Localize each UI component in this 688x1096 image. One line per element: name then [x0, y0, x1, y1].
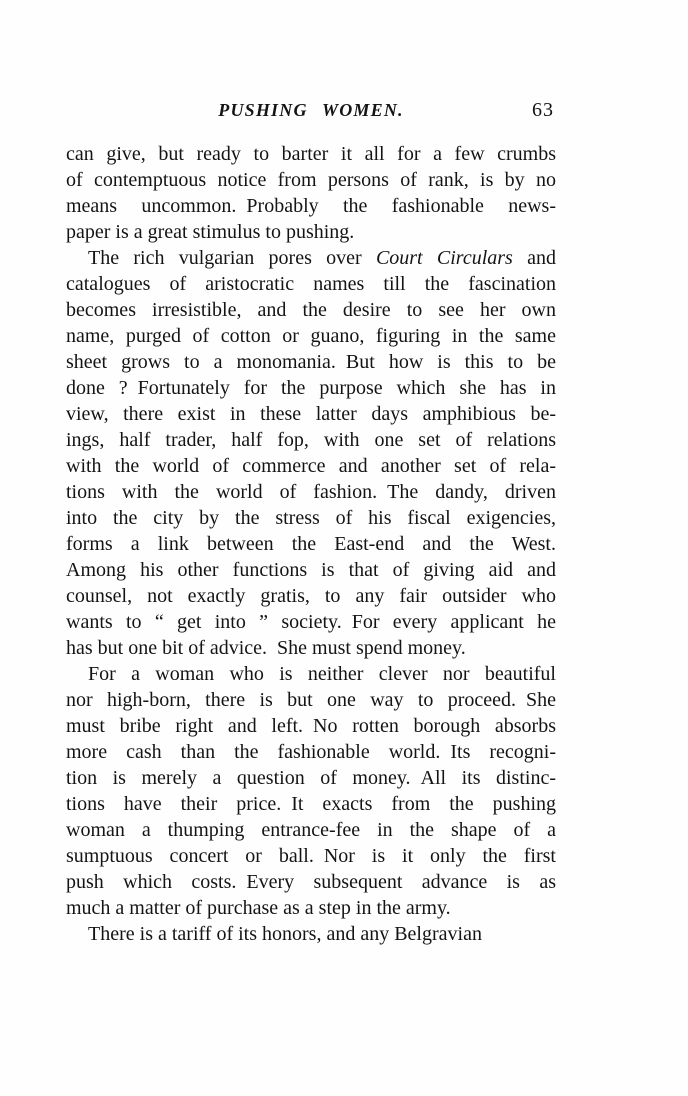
text-line	[66, 869, 556, 895]
text-run: catalogues of aristocratic names till the fascination	[66, 273, 556, 295]
text-line	[66, 271, 556, 297]
text-run: forms a link between the East-end and the West.	[66, 533, 556, 555]
text-run: must bribe right and left. No rotten borough absorbs	[66, 715, 556, 737]
text-run: view, there exist in these latter days amphibious be-	[66, 403, 556, 425]
text-run: can give, but ready to barter it all for a few crumbs	[66, 143, 556, 165]
text-line	[66, 479, 556, 505]
text-line	[66, 427, 556, 453]
text-run: There is a tariff of its honors, and any Belgravian	[88, 923, 482, 945]
text-line	[66, 661, 556, 687]
text-line	[66, 557, 556, 583]
text-line	[66, 167, 556, 193]
text-run: with the world of commerce and another set of rela-	[66, 455, 556, 477]
text-run: woman a thumping entrance-fee in the shape of a	[66, 819, 556, 841]
text-run: becomes irresistible, and the desire to see her own	[66, 299, 556, 321]
text-run: paper is a great stimulus to pushing.	[66, 221, 355, 243]
text-line	[66, 609, 556, 635]
text-line	[66, 323, 556, 349]
text-line	[66, 141, 556, 167]
text-run: of contemptuous notice from persons of rank, is by no	[66, 169, 556, 191]
text-run: wants to “ get into ” society. For every applicant he	[66, 611, 556, 633]
paragraph	[66, 141, 556, 245]
text-line	[66, 583, 556, 609]
text-line	[66, 401, 556, 427]
text-line	[66, 297, 556, 323]
text-run: much a matter of purchase as a step in the army.	[66, 897, 451, 919]
text-run: has but one bit of advice. She must spend money.	[66, 637, 466, 659]
text-run: ings, half trader, half fop, with one set of relations	[66, 429, 556, 451]
text-run: Among his other functions is that of giving aid and	[66, 559, 556, 581]
text-run: into the city by the stress of his fiscal exigencies,	[66, 507, 556, 529]
text-line	[66, 219, 556, 245]
paragraph	[66, 661, 556, 921]
text-run: tion is merely a question of money. All its distinc-	[66, 767, 556, 789]
text-line	[66, 453, 556, 479]
text-line	[66, 791, 556, 817]
text-line	[66, 349, 556, 375]
text-line	[66, 531, 556, 557]
italic-text: Court Circulars	[375, 247, 513, 269]
text-run: push which costs. Every subsequent advance is as	[66, 871, 556, 893]
text-run: done ? Fortunately for the purpose which she has in	[66, 377, 556, 399]
text-run: For a woman who is neither clever nor beautiful	[88, 663, 556, 685]
text-run: name, purged of cotton or guano, figuring in the same	[66, 325, 556, 347]
running-head	[66, 99, 556, 123]
text-run: sheet grows to a monomania. But how is this to be	[66, 351, 556, 373]
text-line	[66, 193, 556, 219]
page-title: PUSHING WOMEN.	[218, 100, 404, 120]
text-run: means uncommon. Probably the fashionable news-	[66, 195, 556, 217]
text-line	[66, 505, 556, 531]
text-line	[66, 921, 556, 947]
text-run: tions have their price. It exacts from the pushing	[66, 793, 556, 815]
text-run: and	[512, 247, 556, 269]
text-line	[66, 765, 556, 791]
text-line	[66, 843, 556, 869]
page-number: 63	[532, 99, 554, 121]
paragraph	[66, 921, 556, 947]
text-run: nor high-born, there is but one way to proceed. She	[66, 689, 556, 711]
text-run: more cash than the fashionable world. Its recogni-	[66, 741, 556, 763]
text-line	[66, 687, 556, 713]
text-line	[66, 817, 556, 843]
text-line	[66, 895, 556, 921]
text-line	[66, 713, 556, 739]
text-run: counsel, not exactly gratis, to any fair outsider who	[66, 585, 556, 607]
text-line	[66, 245, 556, 271]
text-run: tions with the world of fashion. The dandy, driven	[66, 481, 556, 503]
text-run: The rich vulgarian pores over	[88, 247, 376, 269]
paragraph	[66, 245, 556, 661]
text-line	[66, 739, 556, 765]
text-line	[66, 635, 556, 661]
text-run: sumptuous concert or ball. Nor is it only the first	[66, 845, 556, 867]
text-line	[66, 375, 556, 401]
page-body	[66, 141, 556, 947]
